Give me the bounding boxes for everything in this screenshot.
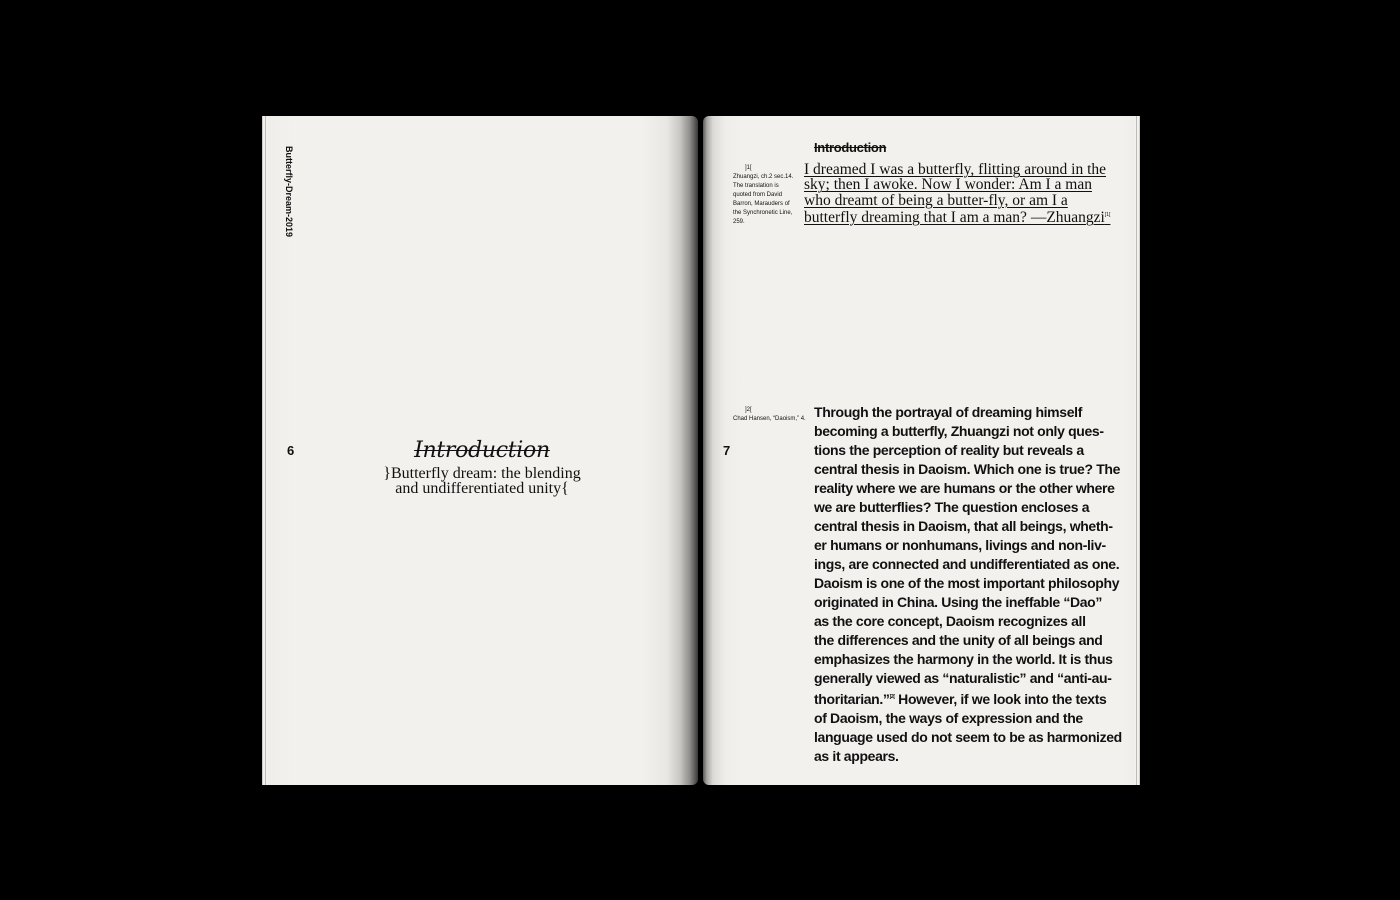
body-line: central thesis in Daoism, that all beings, wheth- bbox=[814, 518, 1113, 534]
body-line: central thesis in Daoism. Which one is true? The bbox=[814, 461, 1121, 477]
footnote-2-marker: ]2[ bbox=[745, 407, 752, 413]
body-line: originated in China. Using the ineffable “Dao” bbox=[814, 594, 1103, 610]
footnote-1 bbox=[733, 164, 795, 227]
epigraph-quote bbox=[804, 162, 1114, 225]
body-line-after-ref: However, if we look into the texts bbox=[894, 691, 1107, 707]
body-line-with-ref bbox=[814, 688, 1114, 709]
body-line: as it appears. bbox=[814, 748, 899, 764]
footnote-2 bbox=[733, 406, 813, 424]
body-line: of Daoism, the ways of expression and the bbox=[814, 710, 1083, 726]
page-number-left: 6 bbox=[287, 443, 295, 458]
body-line: ings, are connected and undifferentiated as one. bbox=[814, 556, 1120, 572]
epigraph-text: I dreamed I was a butterfly, flitting around in the sky; then I awoke. Now I wonder: Am I a man who dreamt of being a butter-fly, or am I a butterfly dreaming that I am a man? —Zhuangzi bbox=[804, 161, 1107, 226]
footnote-1-text: Zhuangzi, ch.2 sec.14. The translation is quoted from David Barron, Marauders of the Synchronetic Line, 259. bbox=[733, 174, 794, 225]
right-page-edge bbox=[1134, 116, 1140, 785]
body-line: Daoism is one of the most important philosophy bbox=[814, 575, 1120, 591]
chapter-subtitle bbox=[332, 466, 632, 496]
chapter-subtitle-line: and undifferentiated unity{ bbox=[395, 480, 569, 497]
body-line: reality where we are humans or the other where bbox=[814, 480, 1115, 496]
body-line: becoming a butterfly, Zhuangzi not only ques- bbox=[814, 423, 1104, 439]
chapter-subtitle-line: }Butterfly dream: the blending bbox=[383, 465, 581, 482]
footnote-1-marker: ]1[ bbox=[745, 165, 752, 171]
body-text bbox=[814, 403, 1122, 766]
body-footnote-ref: ]2[ bbox=[889, 694, 895, 700]
page-number-right: 7 bbox=[723, 443, 731, 458]
chapter-title: Introduction bbox=[414, 438, 550, 463]
body-line: the differences and the unity of all beings and bbox=[814, 632, 1103, 648]
right-page bbox=[703, 116, 1140, 785]
body-line: Through the portrayal of dreaming himself bbox=[814, 404, 1083, 420]
left-page-edge bbox=[262, 116, 268, 785]
body-line: language used do not seem to be as harmonized bbox=[814, 729, 1122, 745]
body-line: we are butterflies? The question encloses a bbox=[814, 499, 1090, 515]
left-page bbox=[262, 116, 698, 785]
running-head: Butterfly-Dream-2019 bbox=[284, 146, 294, 238]
epigraph-footnote-ref: ]1[ bbox=[1104, 211, 1111, 218]
section-title: Introduction bbox=[814, 140, 887, 155]
body-line: er humans or nonhumans, livings and non-liv- bbox=[814, 537, 1106, 553]
body-line: generally viewed as “naturalistic” and “anti-au- bbox=[814, 670, 1112, 686]
body-line: emphasizes the harmony in the world. It is thus bbox=[814, 651, 1113, 667]
body-line-before-ref: thoritarian.” bbox=[814, 691, 890, 707]
body-line: as the core concept, Daoism recognizes all bbox=[814, 613, 1086, 629]
footnote-2-text: Chad Hansen, “Daoism,” 4. bbox=[733, 416, 806, 422]
chapter-opener bbox=[332, 436, 632, 496]
body-line: tions the perception of reality but reveals a bbox=[814, 442, 1084, 458]
